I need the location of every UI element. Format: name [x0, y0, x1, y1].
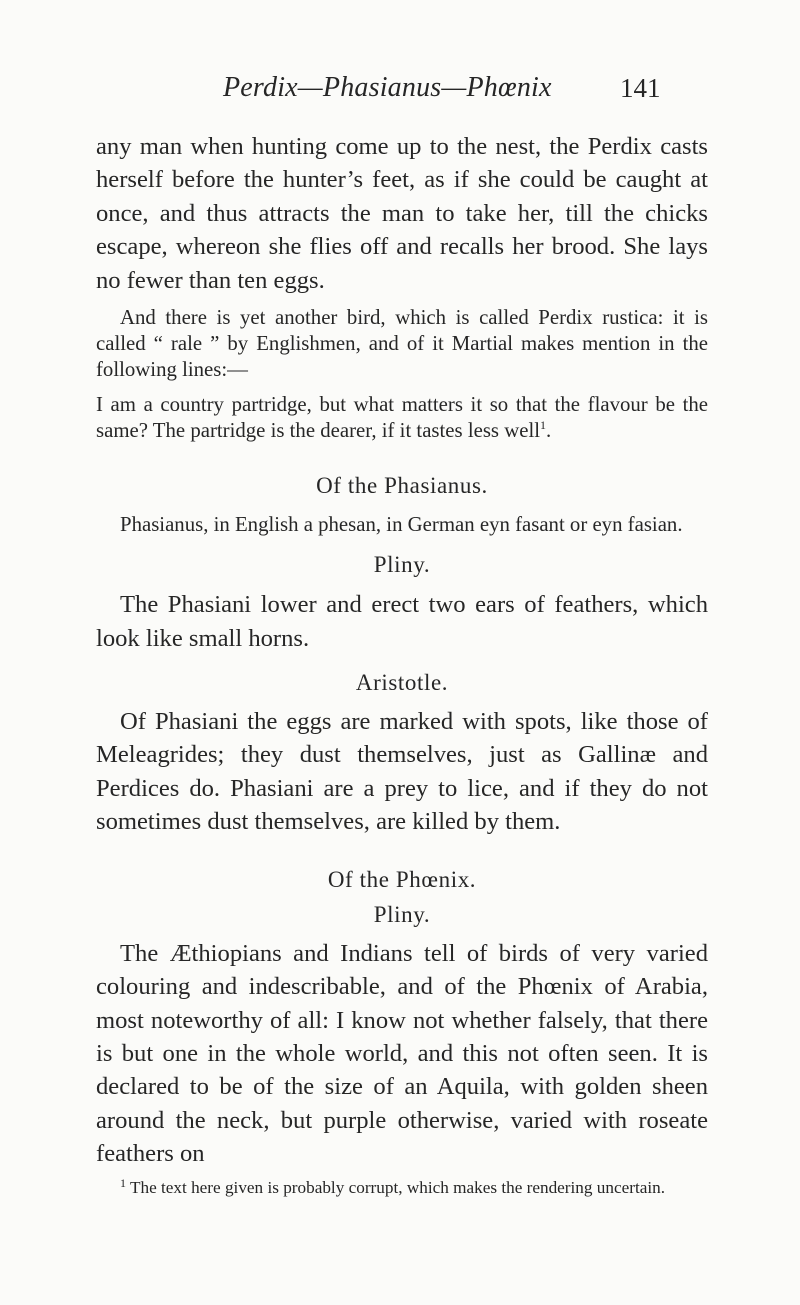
page-header — [0, 72, 800, 112]
source-heading-pliny: Pliny. — [373, 552, 431, 578]
paragraph-perdix-rustica: And there is yet another bird, which is called Perdix rustica: it is called “ rale ” by Englishmen, and of it Martial makes mention in the following lines:— — [96, 306, 708, 382]
footnote — [96, 1177, 708, 1200]
paragraph-phasiani-eggs: Of Phasiani the eggs are marked with spots, like those of Meleagrides; they dust themselves, just as Gallinæ and Perdices do. Phasiani are a prey to lice, and if they do not sometimes dust themselves, are killed by them. — [96, 708, 708, 836]
paragraph-phasianus-names: Phasianus, in English a phesan, in German eyn fasant or eyn fasian. — [120, 513, 683, 537]
paragraph-phasiani-ears: The Phasiani lower and erect two ears of feathers, which look like small horns. — [96, 591, 708, 652]
section-heading-phasianus: Of the Phasianus. — [316, 473, 488, 499]
footnote-text: The text here given is probably corrupt, which makes the rendering uncertain. — [130, 1177, 666, 1197]
running-title: Perdix—Phasianus—Phœnix — [223, 72, 552, 103]
page-number: 141 — [620, 73, 661, 103]
quote-text: I am a country partridge, but what matters it so that the flavour be the same? The partridge is the dearer, if it tastes less well — [96, 392, 708, 442]
section-heading-phoenix: Of the Phœnix. — [327, 866, 477, 892]
paragraph-phoenix: The Æthiopians and Indians tell of birds of very varied colouring and indescribable, and of the Phœnix of Arabia, most noteworthy of all: I know not whether falsely, that there is but one in the whole world, and this not often seen. It is declared to be of the size of an Aquila, with golden sheen around the neck, but purple otherwise, varied with roseate feathers on — [96, 939, 708, 1168]
source-heading-aristotle: Aristotle. — [355, 670, 449, 696]
quote-end: . — [546, 418, 552, 442]
footnote-marker: 1 — [120, 1175, 126, 1190]
body-text — [96, 130, 708, 1200]
source-heading-pliny-2: Pliny. — [373, 901, 431, 927]
footnote-reference: 1 — [540, 417, 547, 432]
paragraph-martial-quote — [96, 392, 708, 444]
paragraph-perdix-nest: any man when hunting come up to the nest, the Perdix casts herself before the hunter’s feet, as if she could be caught at once, and thus attracts the man to take her, till the chicks escape, whereon she flies off and recalls her brood. She lays no fewer than ten eggs. — [96, 133, 708, 294]
